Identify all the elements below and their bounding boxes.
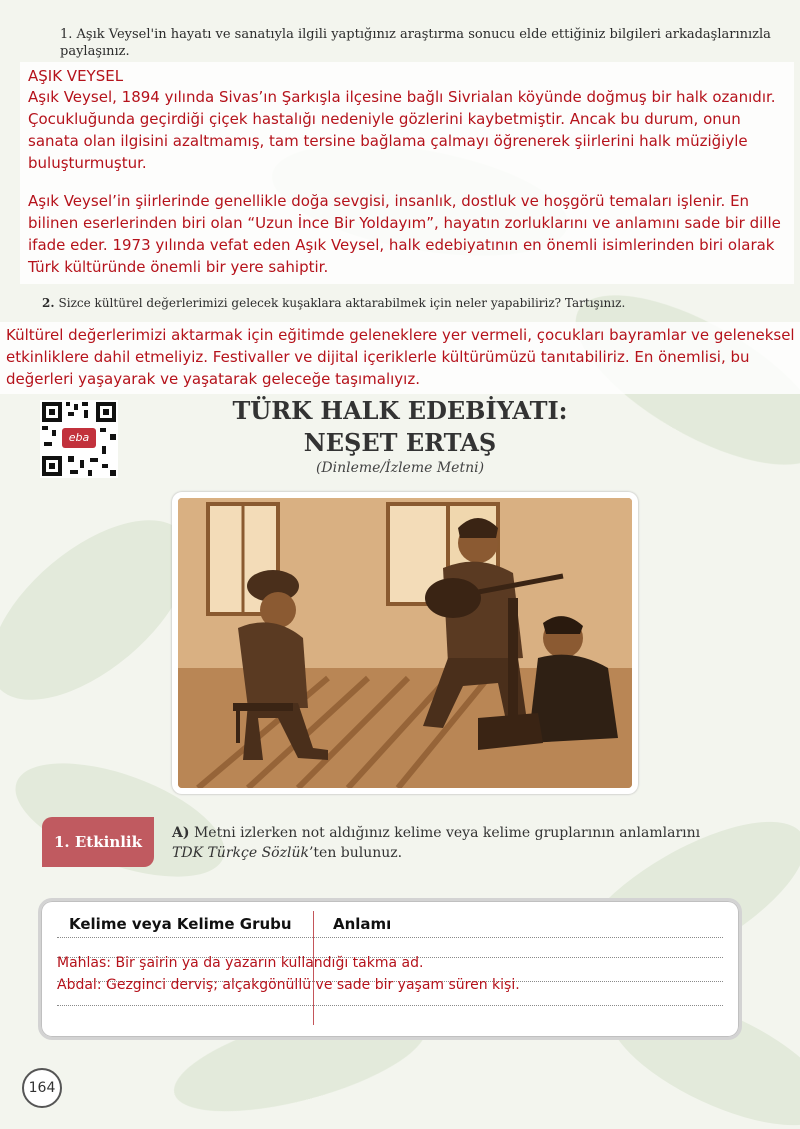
question-2-text: Sizce kültürel değerlerimizi gelecek kuşaklara aktarabilmek için neler yapabiliriz? Tartışınız. <box>58 296 626 310</box>
table-row: Mahlas: Bir şairin ya da yazarın kullandığı takma ad. <box>57 955 424 971</box>
vocabulary-table <box>38 898 742 1040</box>
table-header-word: Kelime veya Kelime Grubu <box>69 915 292 933</box>
qr-code[interactable] <box>40 400 118 478</box>
answer-1-block <box>20 62 794 284</box>
page-subtitle: (Dinleme/İzleme Metni) <box>315 460 485 476</box>
activity-source: TDK Türkçe Sözlük <box>172 845 309 861</box>
page-number: 164 <box>22 1068 62 1108</box>
question-1-prompt: 1. Aşık Veysel'in hayatı ve sanatıyla ilgili yaptığınız araştırma sonucu elde ettiğiniz bilgileri arkadaşlarınızla paylaşınız. <box>60 27 771 59</box>
table-header-meaning: Anlamı <box>333 915 392 933</box>
qr-tag: eba <box>62 428 96 448</box>
activity-text-1: Metni izlerken not aldığınız kelime veya kelime gruplarının anlamlarını <box>193 825 701 841</box>
page-title: TÜRK HALK EDEBİYATI: <box>232 396 568 425</box>
page-title-name: NEŞET ERTAŞ <box>303 428 497 457</box>
answer-1-title: AŞIK VEYSEL <box>28 67 124 85</box>
table-line <box>57 937 723 938</box>
answer-2-block: Kültürel değerlerimizi aktarmak için eğitimde geleneklere yer vermeli, çocukları bayramlar ve geleneksel etkinliklere dahil etmeliyiz. Festivaller ve dijital içeriklerle kültürümüzü tanıtabiliriz. En önemlisi, bu değerleri yaşayarak ve yaşatarak geleceğe taşımalıyız. <box>0 322 800 394</box>
question-2-number: 2. <box>42 296 55 310</box>
activity-text-2: ’ten bulunuz. <box>308 845 403 861</box>
activity-letter: A) <box>172 825 190 841</box>
answer-1-paragraph-2: Aşık Veysel’in şiirlerinde genellikle doğa sevgisi, insanlık, dostluk ve hoşgörü temaları işlenir. En bilinen eserlerinden biri olan “Uzun İnce Bir Yoldayım”, hayatın zorluklarını ve anlamını sade bir dille ifade eder. 1973 yılında vefat eden Aşık Veysel, halk edebiyatının en önemli isimlerinden biri olarak Türk kültüründe önemli bir yere sahiptir. <box>28 192 781 276</box>
table-line <box>57 1005 723 1006</box>
table-row: Abdal: Gezginci derviş; alçakgönüllü ve sade bir yaşam süren kişi. <box>57 977 520 993</box>
activity-instruction <box>172 823 752 863</box>
activity-badge: 1. Etkinlik <box>42 817 154 867</box>
illustration <box>172 492 638 794</box>
question-2 <box>42 296 772 310</box>
answer-1-paragraph-1: Aşık Veysel, 1894 yılında Sivas’ın Şarkışla ilçesine bağlı Sivrialan köyünde doğmuş bir halk ozanıdır. Çocukluğunda geçirdiği çiçek hastalığı nedeniyle gözlerini kaybetmiştir. Ancak bu durum, onun sanata olan ilgisini azaltmamış, tam tersine bağlama çalmayı öğrenerek şiirlerini halk müziğiyle buluşturmuştur. <box>28 88 776 172</box>
